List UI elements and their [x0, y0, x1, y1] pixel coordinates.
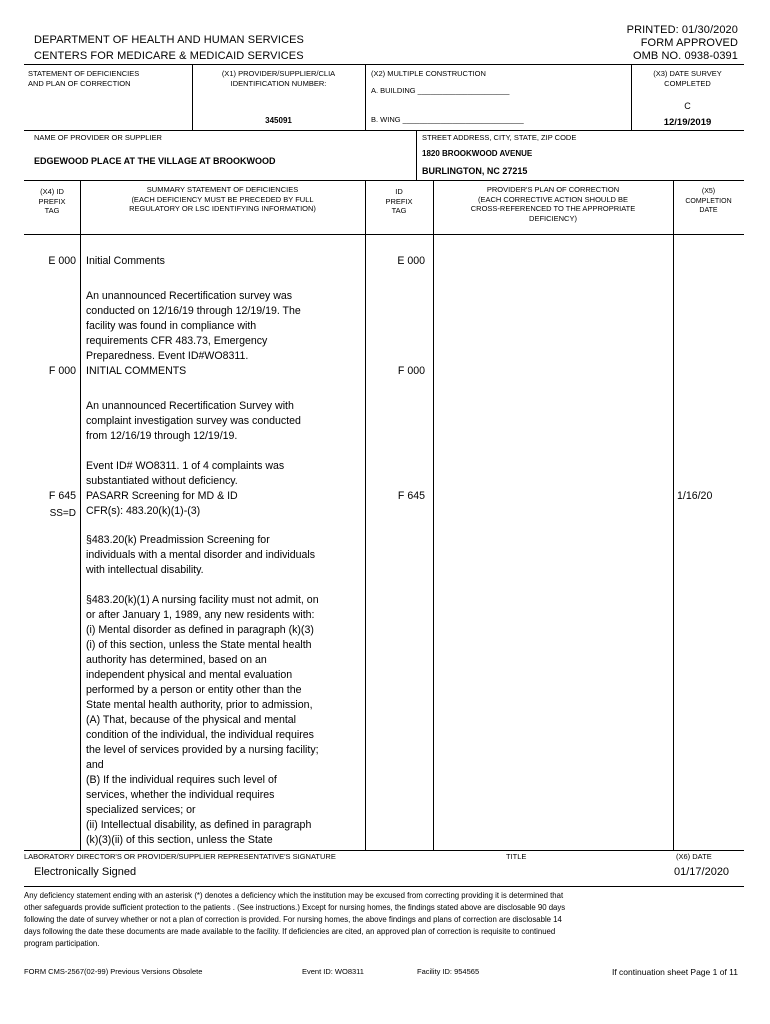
printed-date: PRINTED: 01/30/2020 — [626, 24, 738, 36]
agency-title: CENTERS FOR MEDICARE & MEDICAID SERVICES — [34, 50, 304, 62]
facility-id: Facility ID: 954565 — [417, 967, 480, 976]
tag-f645-left: F 645 — [48, 490, 76, 502]
f645-completion-date: 1/16/20 — [677, 490, 713, 502]
id-header: ID PREFIX TAG — [385, 187, 413, 215]
provider-id-value: 345091 — [265, 116, 292, 125]
tag-e000-right: E 000 — [397, 255, 425, 267]
department-title: DEPARTMENT OF HEALTH AND HUMAN SERVICES — [34, 34, 304, 46]
tag-f000-right: F 000 — [397, 365, 425, 377]
date-label: (X6) DATE — [676, 852, 712, 861]
omb-number: OMB NO. 0938-0391 — [632, 50, 738, 62]
e000-title: Initial Comments — [86, 255, 165, 267]
title-label: TITLE — [506, 852, 527, 861]
signature-label: LABORATORY DIRECTOR'S OR PROVIDER/SUPPLIER REPRESENTATIVE'S SIGNATURE — [24, 852, 336, 861]
address-line2: BURLINGTON, NC 27215 — [422, 166, 528, 176]
form-approved: FORM APPROVED — [640, 37, 738, 49]
f645-title: PASARR Screening for MD & ID CFR(s): 483.20(k)(1)-(3) — [86, 490, 238, 517]
disclaimer: Any deficiency statement ending with an asterisk (*) denotes a deficiency which the institution may be excused from correcting providing it is determined that other safeguards provide sufficient protection to the patients . (See instructions.) Except for nursing homes, the findings stated above are disclosable 90 days following the date of survey whether or not a plan of correction is provided. For nursing homes, the above findings and plans of correction are disclosable 14 days following the date these documents are made available to the facility. If deficiencies are cited, an approved plan of correction is requisite to continued program participation. — [24, 891, 566, 948]
summary-header: SUMMARY STATEMENT OF DEFICIENCIES (EACH DEFICIENCY MUST BE PRECEDED BY FULL REGULATORY OR LSC IDENTIFYING INFORMATION) — [129, 185, 316, 213]
plan-header: PROVIDER'S PLAN OF CORRECTION (EACH CORRECTIVE ACTION SHOULD BE CROSS-REFERENCED TO THE APPROPRIATE DEFICIENCY) — [470, 185, 636, 223]
survey-date-label: (X3) DATE SURVEY COMPLETED — [653, 69, 722, 88]
provider-name-label: NAME OF PROVIDER OR SUPPLIER — [34, 133, 162, 142]
event-id: Event ID: WO8311 — [302, 967, 364, 976]
scope-severity: SS=D — [49, 508, 76, 519]
provider-name: EDGEWOOD PLACE AT THE VILLAGE AT BROOKWOOD — [34, 156, 276, 166]
form-number: FORM CMS-2567(02-99) Previous Versions Obsolete — [24, 967, 203, 976]
wing-field: B. WING _____________________________ — [371, 115, 524, 124]
e000-text: An unannounced Recertification survey was conducted on 12/16/19 through 12/19/19. The facility was found in compliance with requirements CFR 483.73, Emergency Preparedness. Event ID#WO8311. — [86, 290, 301, 362]
survey-code: C — [684, 101, 691, 111]
f000-text-1: An unannounced Recertification Survey with complaint investigation survey was conducted from 12/16/19 through 12/19/19. — [86, 400, 301, 442]
statement-label: STATEMENT OF DEFICIENCIES AND PLAN OF CORRECTION — [28, 69, 140, 88]
f645-text-1: §483.20(k) Preadmission Screening for individuals with a mental disorder and individuals with intellectual disability. — [86, 534, 316, 576]
building-field: A. BUILDING ______________________ — [371, 86, 510, 95]
survey-date-value: 12/19/2019 — [663, 117, 712, 128]
provider-id-label: (X1) PROVIDER/SUPPLIER/CLIA IDENTIFICATION NUMBER: — [221, 69, 336, 88]
f000-title: INITIAL COMMENTS — [86, 365, 187, 377]
address-label: STREET ADDRESS, CITY, STATE, ZIP CODE — [422, 133, 577, 142]
signature-date: 01/17/2020 — [674, 866, 730, 878]
x4-header: (X4) ID PREFIX TAG — [38, 187, 66, 215]
tag-e000-left: E 000 — [48, 255, 76, 267]
tag-f000-left: F 000 — [48, 365, 76, 377]
x5-header: (X5) COMPLETION DATE — [685, 188, 732, 214]
multiple-construction-label: (X2) MULTIPLE CONSTRUCTION — [371, 69, 486, 78]
page-number: If continuation sheet Page 1 of 11 — [611, 967, 738, 977]
tag-f645-right: F 645 — [397, 490, 425, 502]
f645-text-2: §483.20(k)(1) A nursing facility must not admit, on or after January 1, 1989, any new residents with: (i) Mental disorder as defined in paragraph (k)(3) (i) of this section, unless the State mental health authority has determined, based on an independent physical and mental evaluation performed by a person or entity other than the State mental health authority, prior to admission, (A) That, because of the physical and mental condition of the individual, the individual requires the level of services provided by a nursing facility; and (B) If the individual requires such level of services, whether the individual requires specialized services; or (ii) Intellectual disability, as defined in paragraph (k)(3)(ii) of this section, unless the State — [86, 594, 319, 846]
signature-value: Electronically Signed — [34, 866, 137, 878]
f000-text-2: Event ID# WO8311. 1 of 4 complaints was substantiated without deficiency. — [86, 460, 285, 487]
address-line1: 1820 BROOKWOOD AVENUE — [422, 149, 533, 158]
